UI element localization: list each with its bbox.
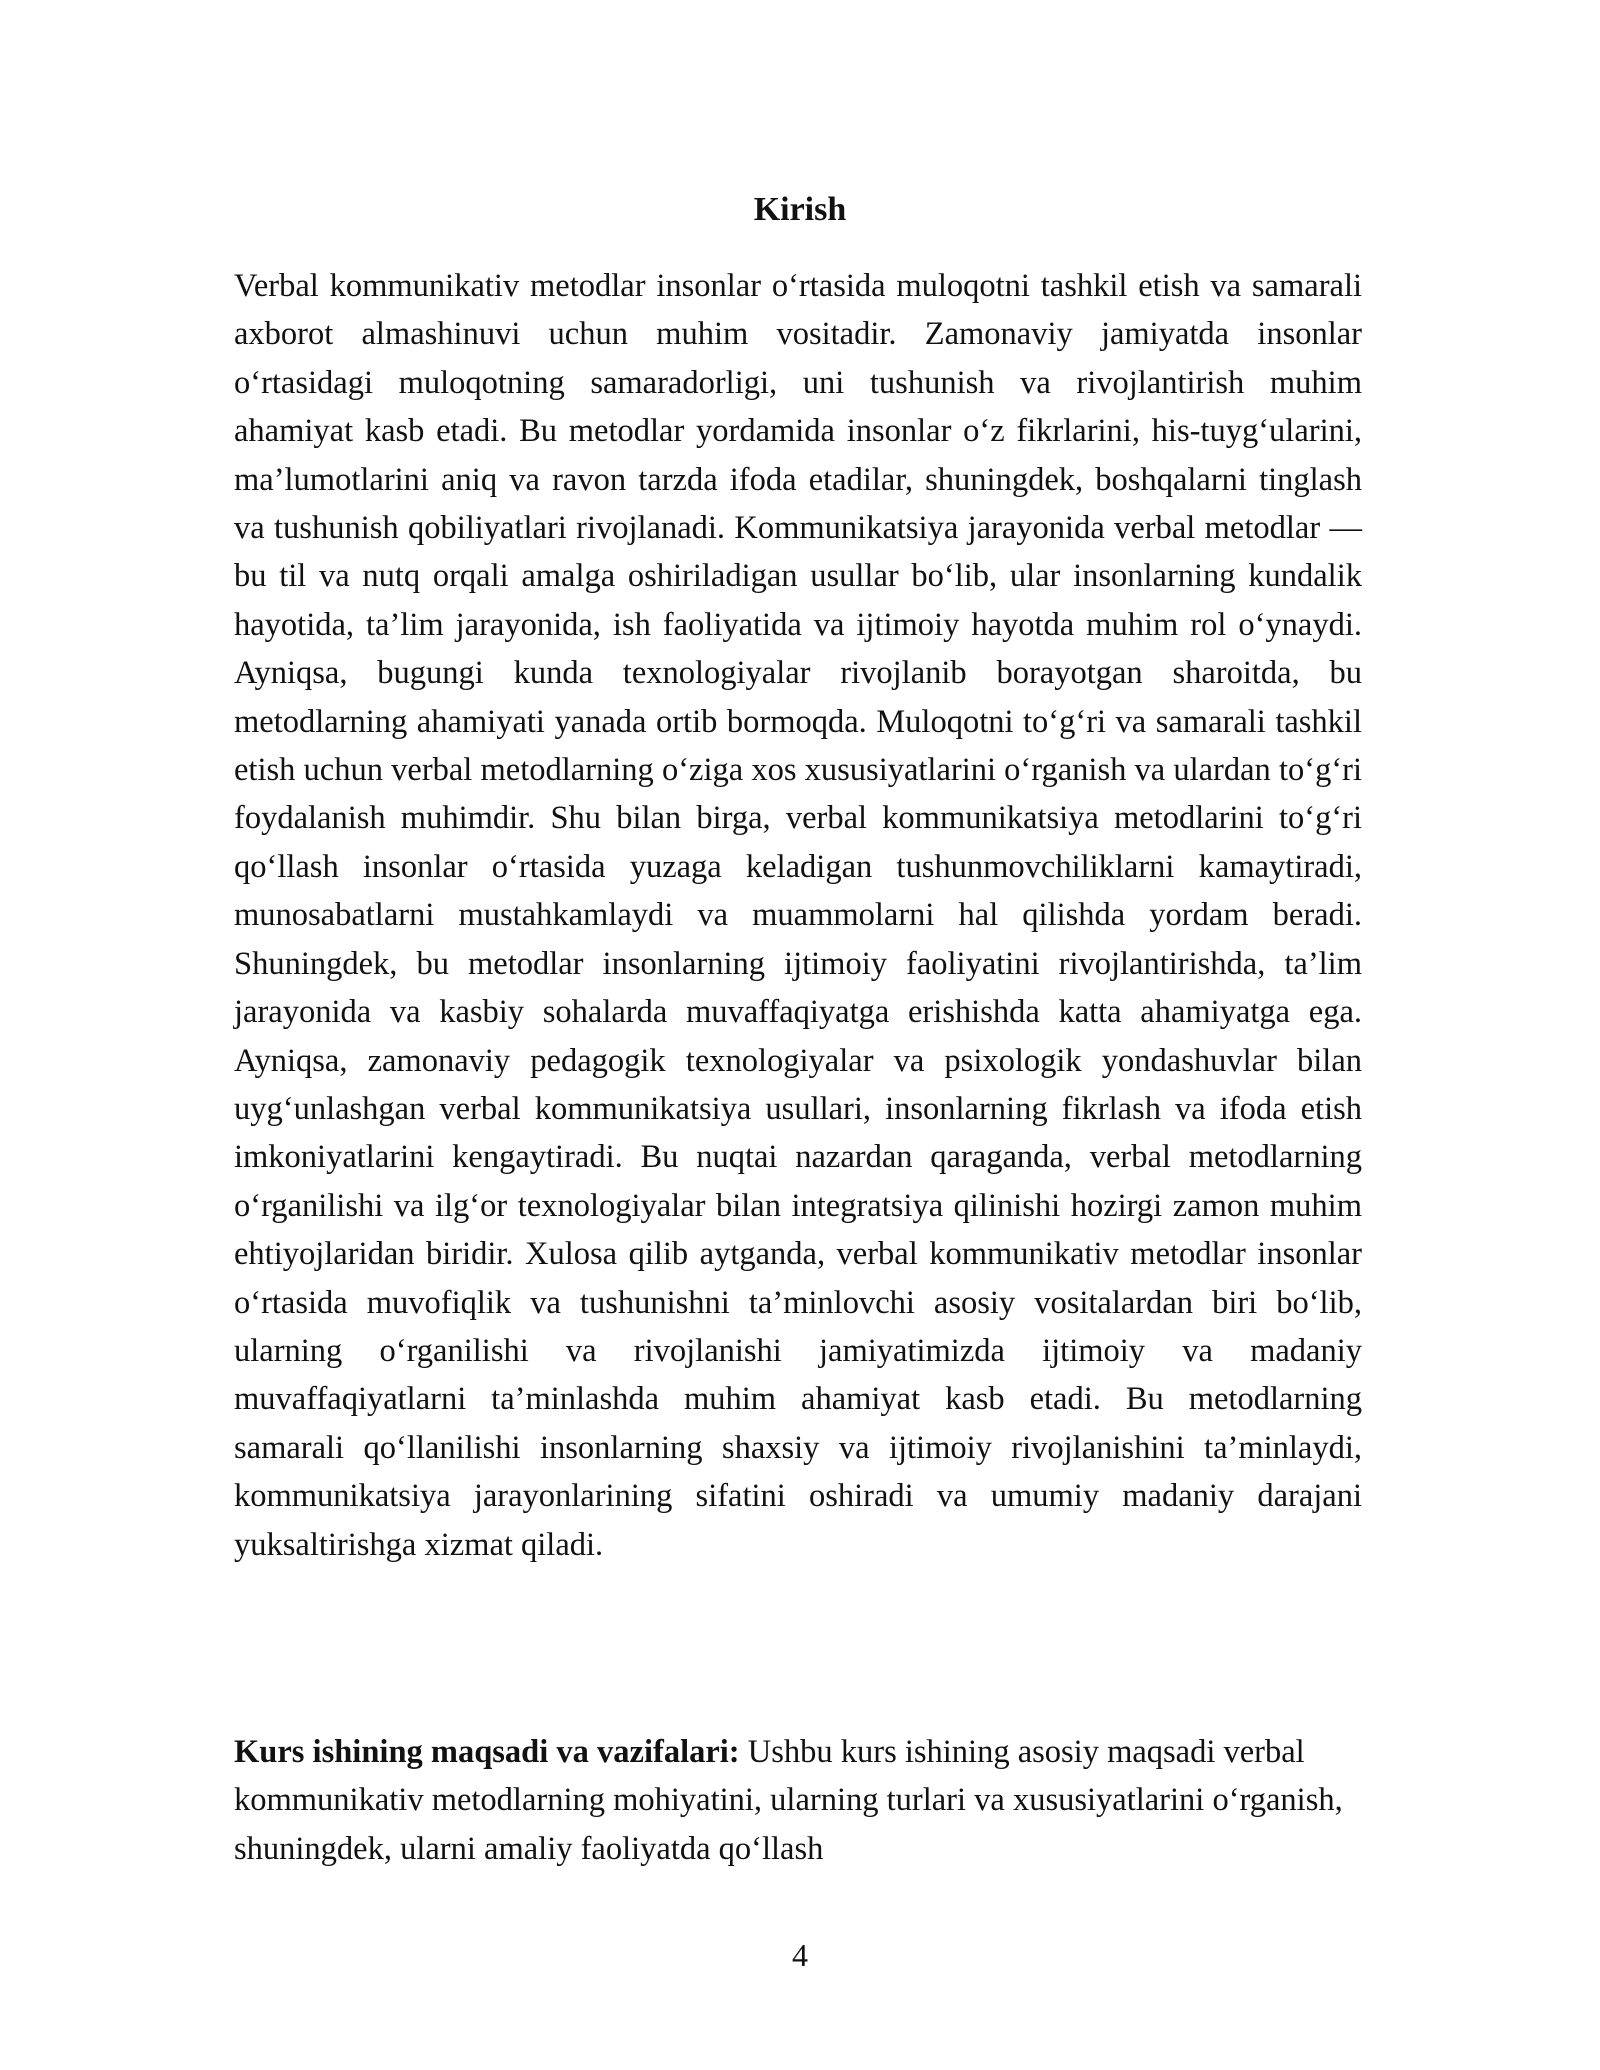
section-heading: Kirish bbox=[753, 191, 847, 228]
page-number: 4 bbox=[792, 1937, 808, 1973]
aims-text: Ushbu kurs ishining asosiy maqsadi verbal kommunikativ metodlarning mohiyatini, ularning turlari va xususiyatlarini o‘rganish, shuningdek, ularni amaliy faoliyatda qo‘llash bbox=[234, 1734, 1343, 1867]
intro-paragraph: Verbal kommunikativ metodlar insonlar o‘rtasida muloqotni tashkil etish va samarali axborot almashinuvi uchun muhim vositadir. Zamonaviy jamiyatda insonlar o‘rtasidagi muloqotning samaradorligi, uni tushunish va rivojlantirish muhim ahamiyat kasb etadi. Bu metodlar yordamida insonlar o‘z fikrlarini, his-tuyg‘ularini, ma’lumotlarini aniq va ravon tarzda ifoda etadilar, shuningdek, boshqalarni tinglash va tushunish qobiliyatlari rivojlanadi. Kommunikatsiya jarayonida verbal metodlar — bu til va nutq orqali amalga oshiriladigan usullar bo‘lib, ular insonlarning kundalik hayotida, ta’lim jarayonida, ish faoliyatida va ijtimoiy hayotda muhim rol o‘ynaydi. Ayniqsa, bugungi kunda texnologiyalar rivojlanib borayotgan sharoitda, bu metodlarning ahamiyati yanada ortib bormoqda. Muloqotni to‘g‘ri va samarali tashkil etish uchun verbal metodlarning o‘ziga xos xususiyatlarini o‘rganish va ulardan to‘g‘ri foydalanish muhimdir. Shu bilan birga, verbal kommunikatsiya metodlarini to‘g‘ri qo‘llash insonlar o‘rtasida yuzaga keladigan tushunmovchiliklarni kamaytiradi, munosabatlarni mustahkamlaydi va muammolarni hal qilishda yordam beradi. Shuningdek, bu metodlar insonlarning ijtimoiy faoliyatini rivojlantirishda, ta’lim jarayonida va kasbiy sohalarda muvaffaqiyatga erishishda katta ahamiyatga ega. Ayniqsa, zamonaviy pedagogik texnologiyalar va psixologik yondashuvlar bilan uyg‘unlashgan verbal kommunikatsiya usullari, insonlarning fikrlash va ifoda etish imkoniyatlarini kengaytiradi. Bu nuqtai nazardan qaraganda, verbal metodlarning o‘rganilishi va ilg‘or texnologiyalar bilan integratsiya qilinishi hozirgi zamon muhim ehtiyojlaridan biridir. Xulosa qilib aytganda, verbal kommunikativ metodlar insonlar o‘rtasida muvofiqlik va tushunishni ta’minlovchi asosiy vositalardan biri bo‘lib, ularning o‘rganilishi va rivojlanishi jamiyatimizda ijtimoiy va madaniy muvaffaqiyatlarni ta’minlashda muhim ahamiyat kasb etadi. Bu metodlarning samarali qo‘llanilishi insonlarning shaxsiy va ijtimoiy rivojlanishini ta’minlaydi, kommunikatsiya jarayonlarining sifatini oshiradi va umumiy madaniy darajani yuksaltirishga xizmat qiladi. bbox=[234, 268, 1362, 1563]
aims-paragraph bbox=[234, 1728, 1362, 1873]
aims-lead-heading: Kurs ishining maqsadi va vazifalari: bbox=[234, 1734, 740, 1770]
